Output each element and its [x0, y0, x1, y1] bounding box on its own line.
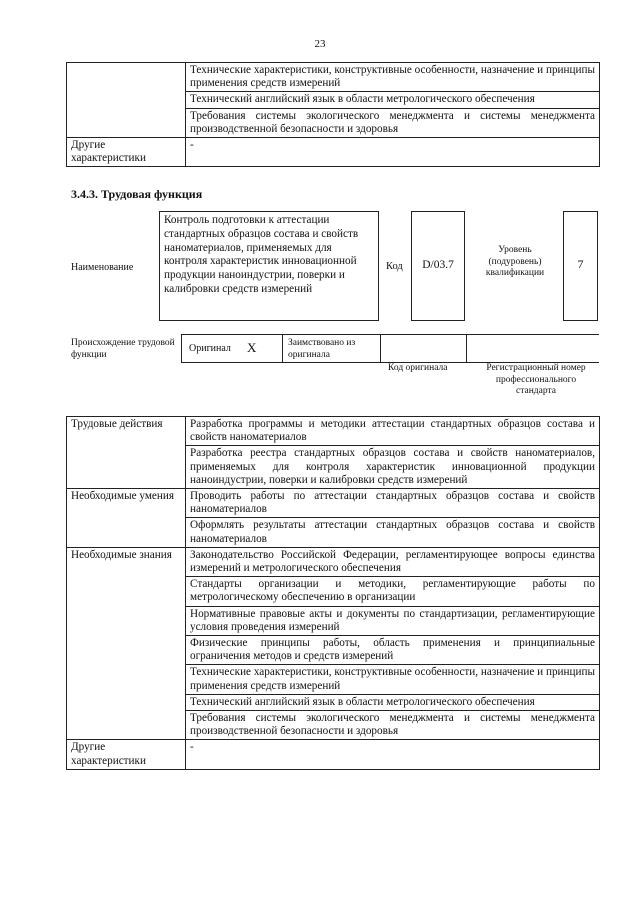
- knowledge-row: Нормативные правовые акты и документы по стандартизации, регламентирующие условия проведения измерений: [186, 606, 600, 635]
- origin-divider: [380, 335, 381, 362]
- knowledge-row: Физические принципы работы, область применения и принципиальные ограничения методов и средств измерений: [186, 636, 600, 665]
- main-other-value: -: [186, 740, 600, 769]
- actions-label: Трудовые действия: [67, 417, 186, 489]
- origin-divider: [466, 335, 467, 362]
- code-box: [411, 211, 465, 321]
- original-label: Оригинал: [189, 343, 231, 354]
- skill-row: Оформлять результаты аттестации стандартных образцов состава и свойств наноматериалов: [186, 518, 600, 547]
- main-other-label: Другие характеристики: [67, 740, 186, 769]
- reg-number-label: Регистрационный номер профессионального стандарта: [486, 363, 586, 396]
- page-number: 23: [314, 38, 326, 50]
- code-original-label: Код оригинала: [388, 363, 448, 373]
- action-row: Разработка программы и методики аттестации стандартных образцов состава и свойств наноматериалов: [186, 417, 600, 446]
- borrowed-label: Заимствовано из оригинала: [288, 338, 356, 360]
- knowledge-row: Технический английский язык в области метрологического обеспечения: [186, 694, 600, 710]
- main-function-table: [66, 416, 600, 770]
- top-table-row: Технический английский язык в области метрологического обеспечения: [186, 92, 600, 108]
- origin-divider: [282, 335, 283, 362]
- top-other-value: -: [186, 138, 600, 167]
- top-table-label-cell: [67, 63, 186, 138]
- origin-row: [181, 334, 599, 363]
- level-box: [563, 211, 598, 321]
- knowledge-row: Требования системы экологического менеджмента и системы менеджмента производственной безопасности и здоровья: [186, 711, 600, 740]
- name-label: Наименование: [71, 262, 134, 273]
- knowledge-row: Технические характеристики, конструктивные особенности, назначение и принципы применения средств измерений: [186, 665, 600, 694]
- knowledge-row: Стандарты организации и методики, регламентирующие работы по метрологическому обеспечению в организации: [186, 577, 600, 606]
- action-row: Разработка реестра стандартных образцов состава и свойств наноматериалов, применяемых для контроля характеристик инновационной продукции наноиндустрии, поверки и калибровки средств измерений: [186, 446, 600, 489]
- skills-label: Необходимые умения: [67, 489, 186, 548]
- top-knowledge-table: [66, 62, 600, 167]
- top-other-label: Другие характеристики: [67, 138, 186, 167]
- top-table-row: Требования системы экологического менеджмента и системы менеджмента производственной безопасности и здоровья: [186, 108, 600, 137]
- original-mark: X: [247, 340, 257, 355]
- skill-row: Проводить работы по аттестации стандартных образцов состава и свойств наноматериалов: [186, 489, 600, 518]
- level-value: 7: [577, 257, 584, 271]
- code-value: D/03.7: [422, 259, 454, 271]
- knowledge-row: Законодательство Российской Федерации, регламентирующее вопросы единства измерений и метрологического обеспечения: [186, 547, 600, 576]
- knowledge-label: Необходимые знания: [67, 547, 186, 740]
- function-name-box: Контроль подготовки к аттестации стандартных образцов состава и свойств наноматериалов, применяемых для контроля характеристик инновационной продукции наноиндустрии, поверки и калибровки средств измерений: [159, 211, 379, 321]
- code-label: Код: [386, 261, 403, 272]
- top-table-row: Технические характеристики, конструктивные особенности, назначение и принципы применения средств измерений: [186, 63, 600, 92]
- origin-label: Происхождение трудовой функции: [71, 338, 175, 360]
- level-label: Уровень (подуровень) квалификации: [485, 245, 545, 278]
- section-title: 3.4.3. Трудовая функция: [71, 187, 203, 201]
